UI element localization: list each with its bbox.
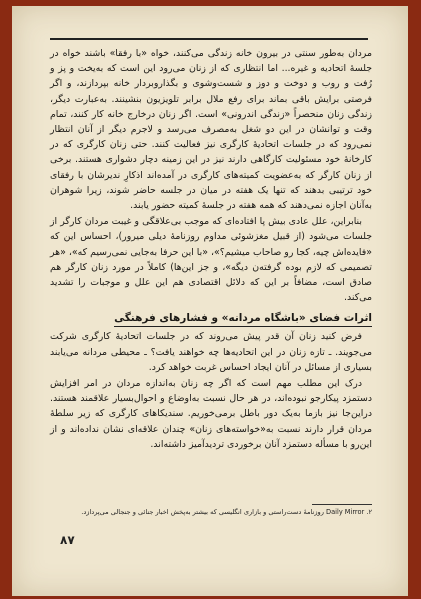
- paragraph-4: درک این مطلب مهم است که اگر چه زنان به‌اندازه مردان در امر افزایش دستمزد پیکارجو نبوده‌اند، در هر حال نسبت به‌اوضاع و احوال‌بسیار علاقمند هستند. دراین‌جا نیز بازما به‌یک دور باطل برمی‌خوریم. سندیکاهای کارگری که زیر سلطهٔ مردان قرار دارند نسبت به‌«خواسته‌های زنان» چندان علاقه‌ای نشان نداده‌اند و از این‌رو با مسأله دستمزد آنان برخوردی تردیدآمیز داشته‌اند.: [50, 378, 372, 450]
- body-text: [50, 46, 372, 453]
- footnote: ۲. Daily Mirror روزنامهٔ دست‌راستی و بازاری انگلیسی که بیشتر به‌پخش اخبار جنائی و جنجالی می‌پردازد.: [81, 508, 372, 516]
- section-heading: اثرات فضای «باشگاه مردانه» و فشارهای فرهنگی: [114, 310, 372, 327]
- header-rule: [50, 38, 368, 40]
- page-number: ۸۷: [60, 533, 75, 547]
- footnote-rule: [312, 504, 372, 505]
- paragraph-2: بنابراین، علل عادی بیش پا افتاده‌ای که موجب بی‌علاقگی و غیبت مردان کارگر از جلسات می‌شود (از قبیل مغزشوئی مداوم روزنامهٔ دیلی میرور)، احساس این که «فایده‌اش چیه، کجا رو صاحاب میشیم؟»، «با این حرفا به‌جایی نمی‌رسیم که»، «هر تصمیمی که لازم بوده گرفته‌ن دیگه»، و جز این‌ها) کاملاً در مورد زنان کارگر هم صادق است، مضافاً بر این که دلائل اقتصادی هم این علل و موجبات را تشدید می‌کند.: [50, 216, 372, 304]
- paragraph-1: مردان به‌طور سنتی در بیرون خانه زندگی می‌کنند، خواه «با رفقا» باشند خواه در جلسهٔ اتحادیه و غیره... اما انتظاری که از زنان می‌رود این است که به‌یخت و پز و رُفت و روب و دوخت و دوز و شست‌وشوی و بگذار‌وبردار خانه بپردازند، و اگر فرصتی برایش باقی بماند برای رفع ملال برابر تلویزیون بنشینند. به‌عبارت دیگر، زندگی زنان منحصراً «زندگی اندرونی» است. اگر زنان درخارج خانه کار کنند، تمام وقت و توانشان در این دو شغل به‌مصرف می‌رسد و لاجرم دیگر از آنان انتظار نمی‌رود که در جلسات اتحادیهٔ کارگری نیز فعالیت کنند. حتی زنان کارگری که در کارخانهٔ خود مسئولیت کارگاهی دارند نیز در این زمینه دچار دشواری هستند. برخی از زنان کارگر که به‌عضویت کمیته‌های کارگری در آمده‌اند اذکارِ ندیرشان با رفقای خود ترتیبی بدهند که تنها یک هفته در میان در جلسه حاضر شوند، زیرا شوهران به‌آنان اجازه نمی‌دهند که همه هفته در جلسهٔ کمیته حضور یابند.: [50, 48, 372, 212]
- section-heading-wrap: [50, 306, 372, 329]
- paragraph-3: فرض کنید زنان آن قدر پیش می‌روند که در جلسات اتحادیهٔ کارگری شرکت می‌جویند. ـ تازه زنان در این اتحادیه‌ها چه خواهند یافت؟ ـ محیطی مردانه می‌یابند بسیاری از مسائل در آنان ایجاد احساس غربت خواهد کرد.: [50, 331, 372, 373]
